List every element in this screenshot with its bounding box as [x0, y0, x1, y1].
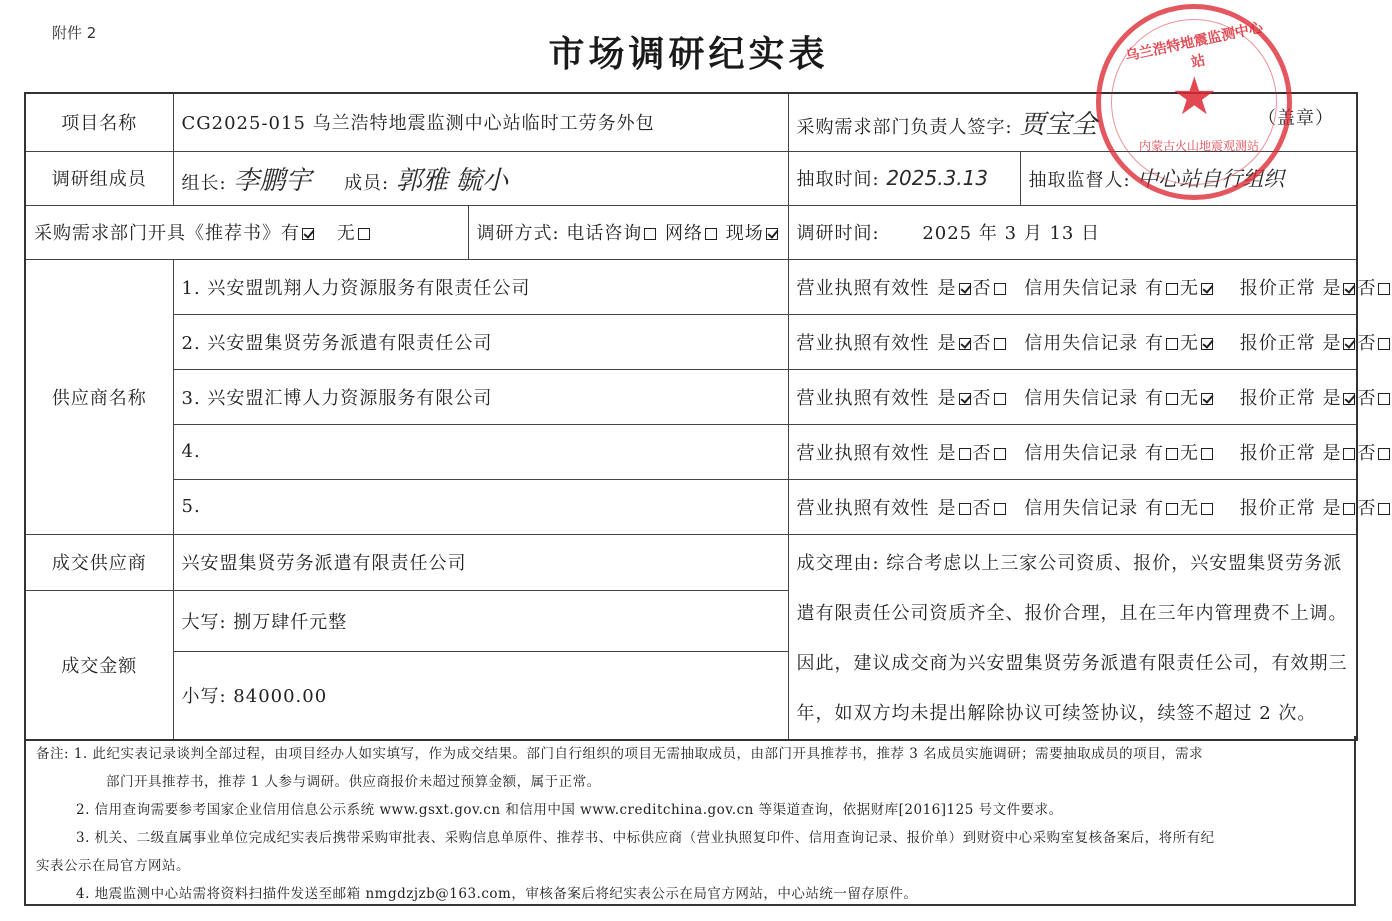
draw-time-cell	[788, 151, 1020, 205]
quote-no-checkbox[interactable]	[1378, 448, 1390, 460]
license-label: 营业执照有效性	[796, 442, 930, 464]
supervisor-label: 抽取监督人:	[1028, 170, 1131, 191]
license-no-checkbox[interactable]	[994, 283, 1006, 295]
leader-signature: 李鹏宇	[233, 165, 312, 196]
no-label: 否	[1357, 332, 1377, 354]
yes-label: 是	[1322, 497, 1342, 519]
quote-label: 报价正常	[1239, 497, 1316, 519]
license-no-checkbox[interactable]	[994, 338, 1006, 350]
have-label: 有	[1144, 277, 1164, 299]
method-phone-label: 电话咨询	[566, 223, 643, 244]
credit-label: 信用失信记录	[1024, 442, 1139, 464]
deal-amount-label: 成交金额	[25, 590, 173, 740]
quote-no-checkbox[interactable]	[1378, 338, 1390, 350]
no-label: 否	[1357, 442, 1377, 464]
yes-label: 是	[1322, 332, 1342, 354]
draw-time-label: 抽取时间:	[796, 169, 880, 190]
leader-label: 组长:	[181, 172, 227, 194]
none-label: 无	[1179, 277, 1199, 299]
credit-none-checkbox[interactable]	[1201, 448, 1213, 460]
credit-label: 信用失信记录	[1024, 497, 1139, 519]
supplier-verify-5	[788, 479, 1377, 534]
note-3-cont: 实表公示在局官方网站。	[36, 858, 190, 874]
supplier-verify-1	[788, 259, 1377, 314]
yes-label: 是	[1322, 387, 1342, 409]
credit-have-checkbox[interactable]	[1166, 283, 1178, 295]
method-onsite-checkbox[interactable]	[766, 228, 778, 240]
method-onsite-label: 现场	[725, 223, 764, 244]
no-label: 否	[972, 332, 992, 354]
method-network-label: 网络	[665, 223, 704, 244]
quote-label: 报价正常	[1239, 332, 1316, 354]
quote-no-checkbox[interactable]	[1378, 283, 1390, 295]
credit-have-checkbox[interactable]	[1166, 503, 1178, 515]
note-1: 备注: 1. 此纪实表记录谈判全部过程，由项目经办人如实填写，作为成交结果。部门自行组织的项目无需抽取成员，由部门开具推荐书，推荐 3 名成员实施调研；需要抽取成员的项目，需求	[36, 746, 1204, 762]
supplier-verify-4	[788, 424, 1377, 479]
draw-time-value: 2025.3.13	[886, 166, 989, 190]
license-yes-checkbox[interactable]	[959, 503, 971, 515]
license-no-checkbox[interactable]	[994, 393, 1006, 405]
recommend-yes-checkbox[interactable]	[302, 228, 314, 240]
yes-label: 是	[937, 387, 957, 409]
official-seal	[1096, 4, 1292, 200]
license-label: 营业执照有效性	[796, 277, 930, 299]
quote-yes-checkbox[interactable]	[1343, 503, 1355, 515]
license-no-checkbox[interactable]	[994, 503, 1006, 515]
quote-no-checkbox[interactable]	[1378, 393, 1390, 405]
note-2: 2. 信用查询需要参考国家企业信用信息公示系统 www.gsxt.gov.cn 和信用中国 www.creditchina.gov.cn 等渠道查询，依据财库[2016]125 号文件要求。	[76, 802, 1063, 818]
deal-supplier-label: 成交供应商	[25, 534, 173, 590]
project-name-label: 项目名称	[25, 93, 173, 151]
survey-time-value: 2025 年 3 月 13 日	[922, 223, 1101, 244]
method-cell	[468, 205, 788, 259]
credit-have-checkbox[interactable]	[1166, 338, 1178, 350]
no-label: 否	[972, 497, 992, 519]
supplier-verify-2	[788, 314, 1377, 369]
survey-time-cell	[788, 205, 1357, 259]
deal-amount-upper: 大写: 捌万肆仟元整	[173, 590, 788, 652]
no-label: 否	[972, 387, 992, 409]
credit-have-checkbox[interactable]	[1166, 448, 1178, 460]
quote-yes-checkbox[interactable]	[1343, 393, 1355, 405]
license-label: 营业执照有效性	[796, 387, 930, 409]
note-3: 3. 机关、二级直属事业单位完成纪实表后携带采购审批表、采购信息单原件、推荐书、中标供应商（营业执照复印件、信用查询记录、报价单）到财资中心采购室复核备案后，将所有纪	[76, 830, 1215, 846]
survey-time-label: 调研时间:	[796, 223, 880, 244]
have-label: 有	[1144, 497, 1164, 519]
license-yes-checkbox[interactable]	[959, 448, 971, 460]
have-label: 有	[1144, 442, 1164, 464]
credit-none-checkbox[interactable]	[1201, 393, 1213, 405]
method-network-checkbox[interactable]	[705, 228, 717, 240]
no-label: 否	[972, 442, 992, 464]
credit-label: 信用失信记录	[1024, 387, 1139, 409]
yes-label: 是	[937, 332, 957, 354]
credit-label: 信用失信记录	[1024, 277, 1139, 299]
no-label: 否	[972, 277, 992, 299]
members-signature: 郭雅 毓小	[395, 165, 509, 196]
yes-label: 是	[937, 442, 957, 464]
quote-yes-checkbox[interactable]	[1343, 283, 1355, 295]
supervisor-value: 中心站自行组织	[1137, 167, 1285, 191]
supplier-verify-3	[788, 369, 1377, 424]
deal-reason: 成交理由: 综合考虑以上三家公司资质、报价，兴安盟集贤劳务派遣有限责任公司资质齐全、报价合理，且在三年内管理费不上调。因此，建议成交商为兴安盟集贤劳务派遣有限责任公司，有效期三年，如双方均未提出解除协议可续签协议，续签不超过 2 次。	[788, 534, 1357, 740]
quote-yes-checkbox[interactable]	[1343, 448, 1355, 460]
no-label: 否	[1357, 387, 1377, 409]
credit-have-checkbox[interactable]	[1166, 393, 1178, 405]
yes-label: 是	[1322, 442, 1342, 464]
credit-none-checkbox[interactable]	[1201, 503, 1213, 515]
stamp-note: （盖章）	[1258, 107, 1335, 129]
credit-none-checkbox[interactable]	[1201, 338, 1213, 350]
no-label: 否	[1357, 497, 1377, 519]
license-yes-checkbox[interactable]	[959, 338, 971, 350]
page-title: 市场调研纪实表	[548, 34, 829, 75]
recommend-label: 采购需求部门开具《推荐书》有	[34, 223, 300, 244]
attachment-label: 附件 2	[52, 24, 97, 42]
note-4: 4. 地震监测中心站需将资料扫描件发送至邮箱 nmgdzjzb@163.com，审核备案后将纪实表公示在局官方网站，中心站统一留存原件。	[76, 886, 918, 902]
recommend-no-checkbox[interactable]	[358, 228, 370, 240]
suppliers-label: 供应商名称	[25, 259, 173, 534]
quote-label: 报价正常	[1239, 387, 1316, 409]
dept-head-signature: 贾宝全	[1019, 109, 1098, 140]
members-label: 成员:	[344, 172, 390, 194]
dept-head-sign-label: 采购需求部门负责人签字:	[796, 116, 1013, 138]
license-yes-checkbox[interactable]	[959, 283, 971, 295]
none-label: 无	[1179, 497, 1199, 519]
license-yes-checkbox[interactable]	[959, 393, 971, 405]
seal-star-icon: ★	[1171, 67, 1218, 127]
notes-section	[24, 736, 1356, 906]
deal-amount-lower: 小写: 84000.00	[173, 652, 788, 740]
project-name-value: CG2025-015 乌兰浩特地震监测中心站临时工劳务外包	[173, 93, 788, 151]
quote-yes-checkbox[interactable]	[1343, 338, 1355, 350]
license-label: 营业执照有效性	[796, 332, 930, 354]
supplier-name: 3. 兴安盟汇博人力资源服务有限公司	[173, 369, 788, 424]
method-label: 调研方式:	[476, 223, 560, 244]
recommend-cell	[25, 205, 468, 259]
supplier-name: 2. 兴安盟集贤劳务派遣有限责任公司	[173, 314, 788, 369]
none-label: 无	[1179, 442, 1199, 464]
deal-supplier-value: 兴安盟集贤劳务派遣有限责任公司	[173, 534, 788, 590]
none-label: 无	[1179, 387, 1199, 409]
license-no-checkbox[interactable]	[994, 448, 1006, 460]
have-label: 有	[1144, 387, 1164, 409]
no-label: 否	[1357, 277, 1377, 299]
quote-no-checkbox[interactable]	[1378, 503, 1390, 515]
supplier-name: 1. 兴安盟凯翔人力资源服务有限责任公司	[173, 259, 788, 314]
credit-label: 信用失信记录	[1024, 332, 1139, 354]
quote-label: 报价正常	[1239, 277, 1316, 299]
method-phone-checkbox[interactable]	[644, 228, 656, 240]
credit-none-checkbox[interactable]	[1201, 283, 1213, 295]
supplier-name: 5.	[173, 479, 788, 534]
team-label: 调研组成员	[25, 151, 173, 205]
yes-label: 是	[1322, 277, 1342, 299]
none-label: 无	[1179, 332, 1199, 354]
team-members-cell	[173, 151, 788, 205]
yes-label: 是	[937, 277, 957, 299]
seal-text: 乌兰浩特地震监测中心站	[1123, 19, 1265, 72]
license-label: 营业执照有效性	[796, 497, 930, 519]
yes-label: 是	[937, 497, 957, 519]
have-label: 有	[1144, 332, 1164, 354]
note-1-cont: 部门开具推荐书，推荐 1 人参与调研。供应商报价未超过预算金额，属于正常。	[106, 774, 601, 790]
recommend-none-label: 无	[336, 223, 356, 244]
seal-subtext: 内蒙古火山地震观测站	[1138, 139, 1259, 153]
quote-label: 报价正常	[1239, 442, 1316, 464]
supplier-name: 4.	[173, 424, 788, 479]
